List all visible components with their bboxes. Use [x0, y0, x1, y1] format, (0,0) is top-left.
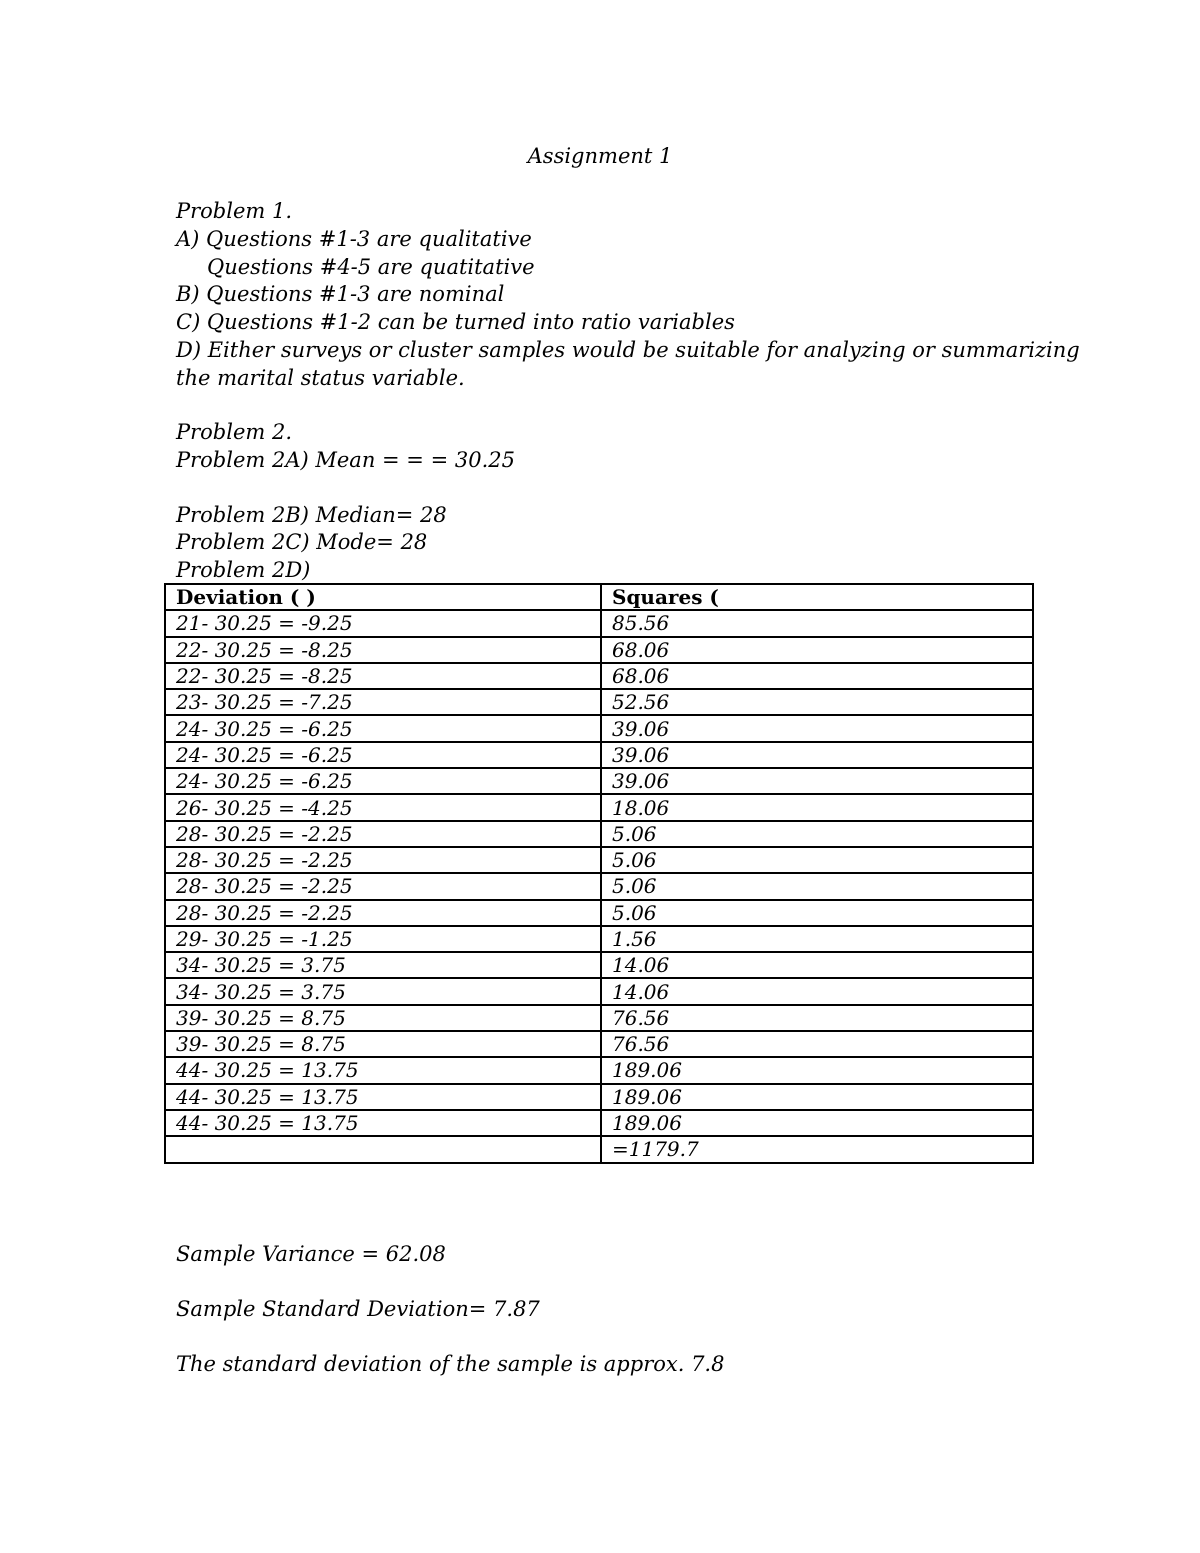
deviation-cell: 24- 30.25 = -6.25: [165, 715, 601, 741]
deviation-cell: 28- 30.25 = -2.25: [165, 847, 601, 873]
deviation-cell: 26- 30.25 = -4.25: [165, 794, 601, 820]
deviation-cell: 29- 30.25 = -1.25: [165, 926, 601, 952]
problem2a-mean: Problem 2A) Mean = = = 30.25: [176, 448, 515, 472]
table-row: [165, 978, 1033, 1004]
deviation-cell: 28- 30.25 = -2.25: [165, 900, 601, 926]
table-row: [165, 663, 1033, 689]
problem1-answer-d-continued: the marital status variable.: [176, 366, 465, 390]
problem2c-mode: Problem 2C) Mode= 28: [176, 530, 428, 554]
table-row: [165, 873, 1033, 899]
problem1-answer-d: D) Either surveys or cluster samples would be suitable for analyzing or summarizing: [176, 338, 1080, 362]
deviation-cell: 23- 30.25 = -7.25: [165, 689, 601, 715]
table-row: [165, 794, 1033, 820]
square-cell: 68.06: [601, 637, 1033, 663]
square-cell: 189.06: [601, 1057, 1033, 1083]
problem1-answer-a: A) Questions #1-3 are qualitative: [176, 227, 532, 251]
table-row: [165, 900, 1033, 926]
table-row: [165, 1057, 1033, 1083]
table-row: [165, 610, 1033, 636]
sample-standard-deviation: Sample Standard Deviation= 7.87: [176, 1297, 540, 1321]
table-row: [165, 1031, 1033, 1057]
deviation-cell: 34- 30.25 = 3.75: [165, 978, 601, 1004]
table-row: [165, 768, 1033, 794]
deviation-cell: 44- 30.25 = 13.75: [165, 1084, 601, 1110]
deviation-cell: 44- 30.25 = 13.75: [165, 1110, 601, 1136]
square-cell: 76.56: [601, 1005, 1033, 1031]
table-total-row: [165, 1136, 1033, 1162]
table-row: [165, 742, 1033, 768]
table-row: [165, 715, 1033, 741]
table-row: [165, 1005, 1033, 1031]
problem1-answer-b: B) Questions #1-3 are nominal: [176, 282, 505, 306]
square-cell: 39.06: [601, 768, 1033, 794]
square-cell: 5.06: [601, 873, 1033, 899]
square-cell: 39.06: [601, 742, 1033, 768]
table-row: [165, 847, 1033, 873]
problem2b-median: Problem 2B) Median= 28: [176, 503, 447, 527]
table-row: [165, 637, 1033, 663]
square-cell: 68.06: [601, 663, 1033, 689]
deviation-cell: 34- 30.25 = 3.75: [165, 952, 601, 978]
deviation-cell: 21- 30.25 = -9.25: [165, 610, 601, 636]
square-cell: 76.56: [601, 1031, 1033, 1057]
sample-variance: Sample Variance = 62.08: [176, 1242, 446, 1266]
deviation-cell: 22- 30.25 = -8.25: [165, 663, 601, 689]
table-row: [165, 1084, 1033, 1110]
header-squares: Squares (: [601, 584, 1033, 610]
square-cell: 189.06: [601, 1110, 1033, 1136]
square-cell: 14.06: [601, 978, 1033, 1004]
square-cell: 39.06: [601, 715, 1033, 741]
header-deviation: Deviation ( ): [165, 584, 601, 610]
square-cell: 14.06: [601, 952, 1033, 978]
square-cell: 52.56: [601, 689, 1033, 715]
problem1-answer-c: C) Questions #1-2 can be turned into ratio variables: [176, 310, 735, 334]
square-cell: 5.06: [601, 847, 1033, 873]
table-row: [165, 1110, 1033, 1136]
square-cell: 85.56: [601, 610, 1033, 636]
deviation-cell: 39- 30.25 = 8.75: [165, 1005, 601, 1031]
page-title: Assignment 1: [527, 144, 673, 168]
deviation-cell: 39- 30.25 = 8.75: [165, 1031, 601, 1057]
problem1-answer-a-continued: Questions #4-5 are quatitative: [207, 255, 535, 279]
deviation-cell: 24- 30.25 = -6.25: [165, 742, 601, 768]
deviation-cell: 28- 30.25 = -2.25: [165, 873, 601, 899]
square-cell: 5.06: [601, 821, 1033, 847]
deviation-table: [164, 583, 1034, 1164]
deviation-cell: 22- 30.25 = -8.25: [165, 637, 601, 663]
table-row: [165, 821, 1033, 847]
problem1-heading: Problem 1.: [176, 199, 293, 223]
square-cell: 189.06: [601, 1084, 1033, 1110]
problem2d-heading: Problem 2D): [176, 558, 311, 582]
table-row: [165, 952, 1033, 978]
problem2-heading: Problem 2.: [176, 420, 293, 444]
table-row: [165, 926, 1033, 952]
deviation-cell: 28- 30.25 = -2.25: [165, 821, 601, 847]
table-header-row: [165, 584, 1033, 610]
deviation-cell: 44- 30.25 = 13.75: [165, 1057, 601, 1083]
total-sum-cell: =1179.7: [601, 1136, 1033, 1162]
square-cell: 18.06: [601, 794, 1033, 820]
conclusion: The standard deviation of the sample is approx. 7.8: [176, 1352, 725, 1376]
square-cell: 1.56: [601, 926, 1033, 952]
table-body: [165, 610, 1033, 1162]
deviation-cell: 24- 30.25 = -6.25: [165, 768, 601, 794]
total-empty-cell: [165, 1136, 601, 1162]
table-row: [165, 689, 1033, 715]
square-cell: 5.06: [601, 900, 1033, 926]
